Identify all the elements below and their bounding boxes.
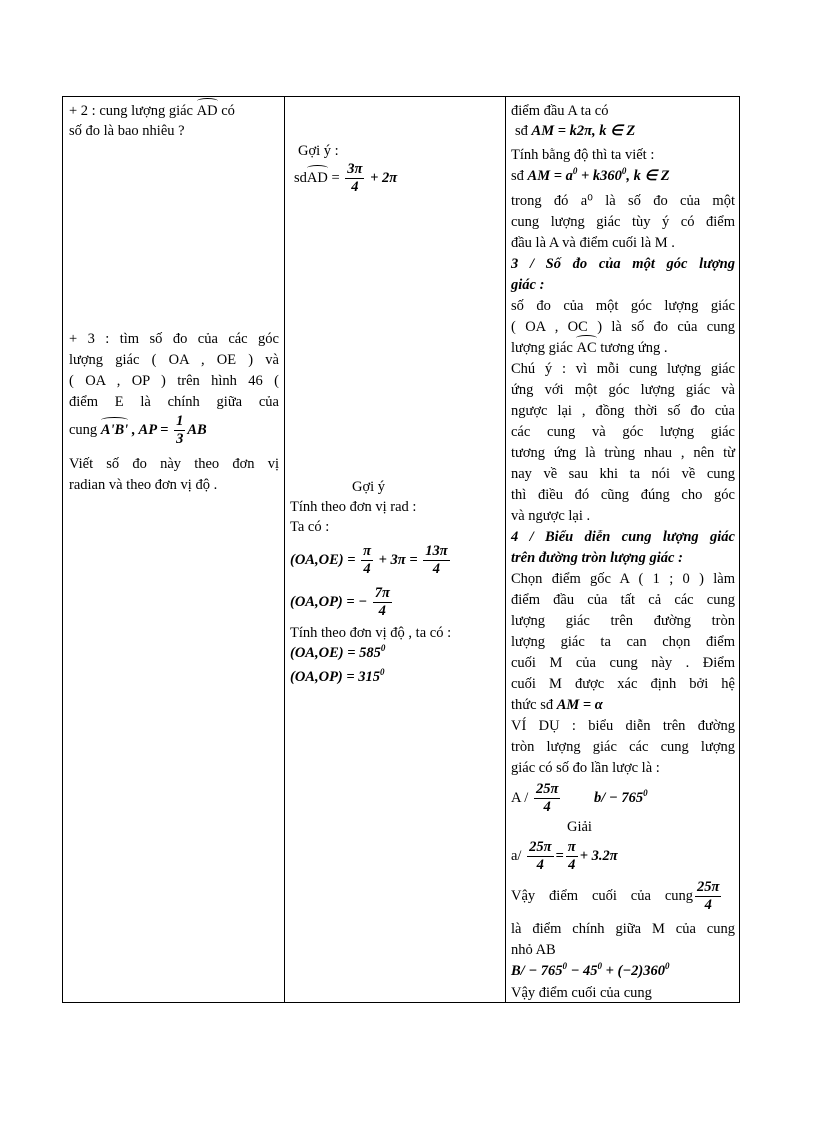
- solution-a: [511, 839, 618, 874]
- arc-ac: AC: [576, 340, 597, 356]
- question-3-line3: ( OA , OP ) trên hình 46 (: [69, 373, 279, 389]
- text-part: Vậy điểm cuối của cung: [511, 887, 693, 904]
- solution-b: [511, 961, 670, 981]
- fraction-one-third: [174, 413, 185, 448]
- frac-den: 4: [568, 857, 576, 873]
- fraction-25pi-4: [695, 879, 721, 914]
- op-rad-formula: [290, 585, 394, 620]
- hint-1-formula: [294, 161, 397, 196]
- fraction-pi-4: [361, 543, 373, 578]
- text-part: lượng giác: [511, 340, 577, 356]
- note-line: Chú ý : vì mỗi cung lượng giác: [511, 361, 735, 377]
- conclusion-a: [511, 879, 737, 914]
- text-line: Vậy điểm cuối của cung: [511, 985, 652, 1001]
- text-line: điểm đầu A ta có: [511, 103, 609, 119]
- question-2: [69, 101, 279, 121]
- b-tail: + (−2)360: [602, 963, 666, 979]
- note-line: các cung và góc lượng giác: [511, 424, 735, 440]
- frac-num: π: [567, 839, 576, 855]
- frac-num: 3π: [347, 161, 363, 177]
- am-rad-math: AM = k2π, k ∈ Z: [531, 123, 636, 139]
- question-2-line2: số đo là bao nhiêu ?: [69, 123, 185, 139]
- fraction-pi-4: [566, 839, 578, 874]
- frac-den: 4: [543, 799, 551, 815]
- oe-deg-value: (OA,OE) = 585: [290, 645, 381, 661]
- am-deg-c: , k ∈ Z: [626, 168, 670, 184]
- frac-den: 3: [176, 431, 184, 447]
- b-value: B/ − 765: [511, 963, 563, 979]
- frac-num: 25π: [535, 781, 559, 797]
- am-alpha-math: AM = α: [556, 697, 603, 713]
- note-line: thì điều đó cũng đúng cho góc: [511, 487, 735, 503]
- text-part: thức sđ: [511, 697, 557, 713]
- question-3-formula: [69, 413, 207, 448]
- frac-den: 4: [536, 857, 544, 873]
- column-lesson-content: [505, 97, 741, 1002]
- note-line: ngược lại , đồng thời số đo của: [511, 403, 735, 419]
- am-deg-a: AM = a: [527, 168, 573, 184]
- frac-den: 4: [704, 897, 712, 913]
- text-line: là điểm chính giữa M của cung: [511, 921, 735, 937]
- arc-ab-prime: A'B': [100, 421, 129, 438]
- example-line: giác có số đo lần lược là :: [511, 760, 660, 776]
- degree-sup: 0: [643, 788, 648, 798]
- hint-1-title: Gợi ý :: [298, 143, 339, 159]
- plus-term: + 3.2π: [579, 847, 618, 864]
- text-line: lượng giác ta can chọn điểm: [511, 634, 735, 650]
- fraction-13pi-4: [423, 543, 449, 578]
- arc-ad-label: AD: [196, 103, 218, 119]
- text-line: số đo của một góc lượng giác: [511, 298, 735, 314]
- degree-sup: 0: [621, 166, 627, 177]
- frac-num: 13π: [425, 543, 448, 559]
- label-b-value: b/ − 765: [594, 789, 644, 806]
- degree-sup: 0: [665, 961, 670, 972]
- sd-label: sđ: [515, 123, 532, 139]
- degree-sup: 0: [380, 667, 385, 678]
- note-line: và ngược lại .: [511, 508, 591, 524]
- ab-label: AB: [187, 421, 207, 438]
- note-line: nay về sau khi ta nói về cung: [511, 466, 735, 482]
- content-table: [62, 96, 740, 1003]
- label-a: a/: [511, 847, 522, 864]
- text-part: tương ứng .: [596, 340, 668, 356]
- oe-rad-formula: [290, 543, 452, 578]
- text-line: đầu là A và điểm cuối là M .: [511, 235, 675, 251]
- section-4-heading-line2: trên đường tròn lượng giác :: [511, 550, 683, 566]
- text-line: cuối M của cung này . Điểm: [511, 655, 735, 671]
- frac-num: 25π: [529, 839, 552, 855]
- degree-sup: 0: [597, 961, 603, 972]
- text-line-arc-ac: [511, 338, 668, 358]
- column-student-activity: [284, 97, 505, 1002]
- question-2-text: + 2 : cung lượng giác: [69, 103, 197, 119]
- question-3-instruction2: radian và theo đơn vị độ .: [69, 477, 218, 493]
- note-line: tương ứng là trùng nhau , nên từ: [511, 445, 735, 461]
- solution-title: Giải: [567, 819, 592, 835]
- fraction-7pi-4: [373, 585, 392, 620]
- text-line: cung lượng giác tùy ý có điểm: [511, 214, 735, 230]
- frac-num: 7π: [374, 585, 390, 601]
- hint-2-title: Gợi ý: [352, 479, 386, 495]
- text-line: nhỏ AB: [511, 942, 556, 958]
- label-a: A /: [511, 789, 529, 806]
- equals: =: [327, 169, 344, 186]
- deg-title: Tính theo đơn vị độ , ta có :: [290, 625, 452, 641]
- text-line: trong đó a⁰ là số đo của một: [511, 193, 735, 209]
- frac-num: 25π: [697, 879, 720, 895]
- frac-num: π: [363, 543, 372, 559]
- text-line: điểm đầu của tất cả các cung: [511, 592, 735, 608]
- frac-den: 4: [378, 603, 386, 619]
- frac-num: 1: [176, 413, 184, 429]
- question-3-instruction1: Viết số đo này theo đơn vị: [69, 456, 279, 472]
- text-line: ( OA , OC ) là số đo của cung: [511, 319, 735, 335]
- question-3-line4: điểm E là chính giữa của: [69, 394, 279, 410]
- fraction-25pi-4: [527, 839, 553, 874]
- op-deg: [290, 667, 385, 687]
- degree-sup: 0: [562, 961, 567, 972]
- sd-label: sd: [294, 169, 307, 186]
- op-lhs: (OA,OP) = −: [290, 593, 368, 610]
- ap-formula: , AP =: [131, 421, 169, 438]
- b-mid: − 45: [567, 963, 598, 979]
- question-2-suffix: có: [217, 103, 235, 119]
- formula-am-rad: [515, 121, 635, 141]
- column-teacher-activity: [63, 97, 284, 1002]
- fraction-25pi-4: [534, 781, 560, 816]
- section-3-heading: 3 / Số đo của một góc lượng: [511, 256, 735, 272]
- op-deg-value: (OA,OP) = 315: [290, 669, 381, 685]
- am-deg-b: + k360: [577, 168, 622, 184]
- frac-den: 4: [363, 561, 371, 577]
- oe-lhs: (OA,OE) =: [290, 551, 356, 568]
- sd-label: sđ: [511, 168, 528, 184]
- arc-ad: AD: [306, 169, 328, 186]
- question-3-line2: lượng giác ( OA , OE ) và: [69, 352, 279, 368]
- question-3-line1: + 3 : tìm số đo của các góc: [69, 331, 279, 347]
- frac-den: 4: [351, 179, 359, 195]
- plus-2pi: + 2π: [366, 169, 398, 186]
- degree-sup: 0: [380, 643, 386, 654]
- formula-am-alpha: [511, 695, 603, 715]
- cung-label: cung: [69, 421, 98, 438]
- equals: =: [555, 847, 564, 864]
- oe-mid: + 3π =: [378, 551, 418, 568]
- frac-den: 4: [432, 561, 441, 577]
- text-line: Chọn điểm gốc A ( 1 ; 0 ) làm: [511, 571, 735, 587]
- ta-co: Ta có :: [290, 519, 330, 535]
- degree-sup: 0: [572, 166, 578, 177]
- note-line: ứng với một góc lượng giác và: [511, 382, 735, 398]
- section-3-heading-line2: giác :: [511, 277, 545, 293]
- text-line: Tính bằng độ thì ta viết :: [511, 147, 655, 163]
- text-line: cuối M được xác định bởi hệ: [511, 676, 735, 692]
- formula-am-deg: [511, 166, 670, 186]
- fraction-3pi-4: [345, 161, 364, 196]
- example-values: [511, 781, 648, 816]
- example-line: tròn lượng giác các cung lượng: [511, 739, 735, 755]
- example-line: VÍ DỤ : biểu diễn trên đường: [511, 718, 735, 734]
- text-line: lượng giác trên đường tròn: [511, 613, 735, 629]
- section-4-heading: 4 / Biểu diễn cung lượng giác: [511, 529, 735, 545]
- oe-deg: [290, 643, 385, 663]
- rad-title: Tính theo đơn vị rad :: [290, 499, 417, 515]
